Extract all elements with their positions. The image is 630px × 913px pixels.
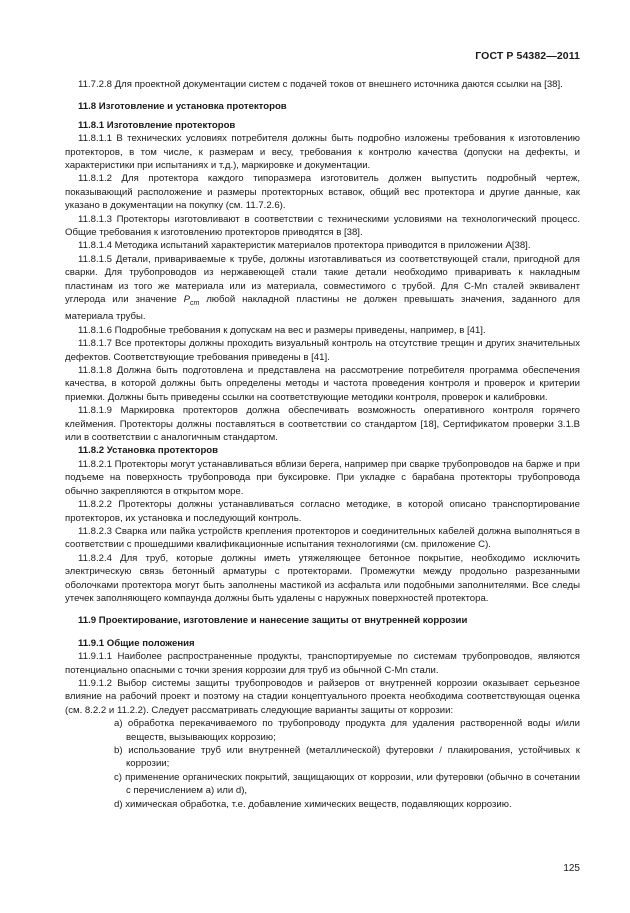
subsection-heading-11-8-1: 11.8.1 Изготовление протекторов: [78, 119, 236, 131]
paragraph-11-8-1-7: 11.8.1.7 Все протекторы должны проходить визуальный контроль на отсутствие трещин и других значительных дефектов. Соответствующие требования приведены в [41].: [65, 338, 580, 363]
paragraph-11-8-1-8: 11.8.1.8 Должна быть подготовлена и представлена на рассмотрение потребителя программа обеспечения качества, в которой должны быть определены методы и частота проведения контроля и проверок и критерии приемки. Должны быть приведены ссылки на соответствующие методики контроля, проверок и калибровки.: [65, 365, 580, 403]
paragraph-11-8-1-3: 11.8.1.3 Протекторы изготовливают в соответствии с техническими условиями на технологический процесс. Общие требования к изготовлению протекторов приводятся в [38].: [65, 213, 580, 239]
paragraph-11-8-2-4: 11.8.2.4 Для труб, которые должны иметь утяжеляющее бетонное покрытие, необходимо исключить электрическую связь бетонный арматуры с протекторами. Промежутки между продольно разрезанными оболочками протектора могут быть заполнены мастикой из асфальта или подобными заполнителями. Все следы утечек заполняющего компаунда должны быть удалены с наружных поверхностей протектора.: [65, 552, 580, 604]
section-heading-11-8: 11.8 Изготовление и установка протекторов: [78, 101, 287, 113]
paragraph-11-8-1-5: [65, 253, 580, 324]
paragraph-11-8-1-5-part-a: 11.8.1.5 Детали, привариваемые к трубе, должны изготавливаться из соответствующей стали, пригодной для сварки. Для трубопроводов из нержавеющей стали такие детали необходимо приваривать к накладным пластинам из того же материала или из материала, совместимого с трубой. Для C-Mn сталей эквивалент углерода или значение: [65, 253, 580, 306]
page-number: 125: [563, 863, 580, 874]
paragraph-11-8-1-9: 11.8.1.9 Маркировка протекторов должна обеспечивать возможность оперативного контроля горячего клеймения. Протекторы должны поставляться в соответствии со стандартом [18], Сертификатом проверки 3.1.В или в соответствии с аналогичным стандартом.: [65, 405, 580, 444]
list-item-b: b) использование труб или внутренней (металлической) футеровки / плакирования, устойчивых к коррозии;: [114, 745, 580, 770]
pcm-symbol: P: [183, 294, 190, 306]
list-item-d: d) химическая обработка, т.е. добавление химических веществ, подавляющих коррозию.: [114, 798, 512, 810]
subsection-heading-11-9-1: 11.9.1 Общие положения: [78, 637, 195, 649]
page-content: [65, 78, 580, 811]
list-item-c: c) применение органических покрытий, защищающих от коррозии, или футеровки (обычно в сочетании с перечислением a) или d),: [114, 771, 580, 797]
paragraph-11-8-1-4: 11.8.1.4 Методика испытаний характеристик материалов протектора приводится в приложении А[38].: [78, 240, 531, 252]
subsection-heading-11-8-2: 11.8.2 Установка протекторов: [78, 445, 219, 457]
section-heading-11-9: 11.9 Проектирование, изготовление и нанесение защиты от внутренней коррозии: [78, 615, 468, 627]
paragraph-11-8-1-1: 11.8.1.1 В технических условиях потребителя должны быть подробно изложены требования к изготовлению протекторов, в том числе, к размерам и весу, требования к контролю качества (допуски на дефекты, и характеристики при испытаниях и т.д.), маркировке и документации.: [65, 133, 580, 172]
paragraph-11-8-2-1: 11.8.2.1 Протекторы могут устанавливаться вблизи берега, например при сварке трубопроводов на барже и при подъеме на поверхность трубопровода при буксировке. При укладке с барабана протекторы трубопровода обычно закрепляются в открытом море.: [65, 458, 580, 497]
paragraph-11-7-2-8: 11.7.2.8 Для проектной документации систем с подачей токов от внешнего источника даются ссылки на [38].: [78, 79, 563, 90]
paragraph-11-9-1-1: 11.9.1.1 Наиболее распространенные продукты, транспортируемые по системам трубопроводов, являются потенциально опасными с точки зрения коррозии для труб из обычной C-Mn стали.: [65, 651, 580, 676]
standard-header: ГОСТ Р 54382—2011: [475, 50, 580, 62]
paragraph-11-8-2-3: 11.8.2.3 Сварка или пайка устройств крепления протекторов и соединительных кабелей должна выполняться в соответствии с прошедшими квалификационные испытания технологиями (см. приложение С).: [65, 525, 580, 551]
paragraph-11-8-1-2: 11.8.1.2 Для протектора каждого типоразмера изготовитель должен выпустить подробный чертеж, показывающий расположение и размеры протекторных вставок, общий вес протектора и другие данные, как указано в документации на покупку (см. 11.7.2.6).: [65, 173, 580, 212]
pcm-subscript: cm: [189, 300, 200, 307]
paragraph-11-8-1-6: 11.8.1.6 Подробные требования к допускам на вес и размеры приведены, например, в [41].: [78, 324, 486, 336]
paragraph-11-9-1-2: 11.9.1.2 Выбор системы защиты трубопроводов и райзеров от внутренней коррозии оказывает серьезное влияние на рабочий проект и поэтому на стадии концептуального проекта необходима соответствующая оценка (см. 8.2.2 и 11.2.2). Следует рассматривать следующие варианты защиты от коррозии:: [65, 677, 580, 716]
list-item-a: a) обработка перекачиваемого по трубопроводу продукта для удаления растворенной воды и/или веществ, вызывающих коррозию;: [114, 718, 580, 743]
paragraph-11-8-1-5-part-b: любой накладной пластины не должен превышать значения, заданного для материала трубы.: [65, 294, 581, 323]
paragraph-11-8-2-2: 11.8.2.2 Протекторы должны устанавливаться согласно методике, в которой описано транспортирование протекторов, их установка и последующий контроль.: [65, 499, 580, 524]
